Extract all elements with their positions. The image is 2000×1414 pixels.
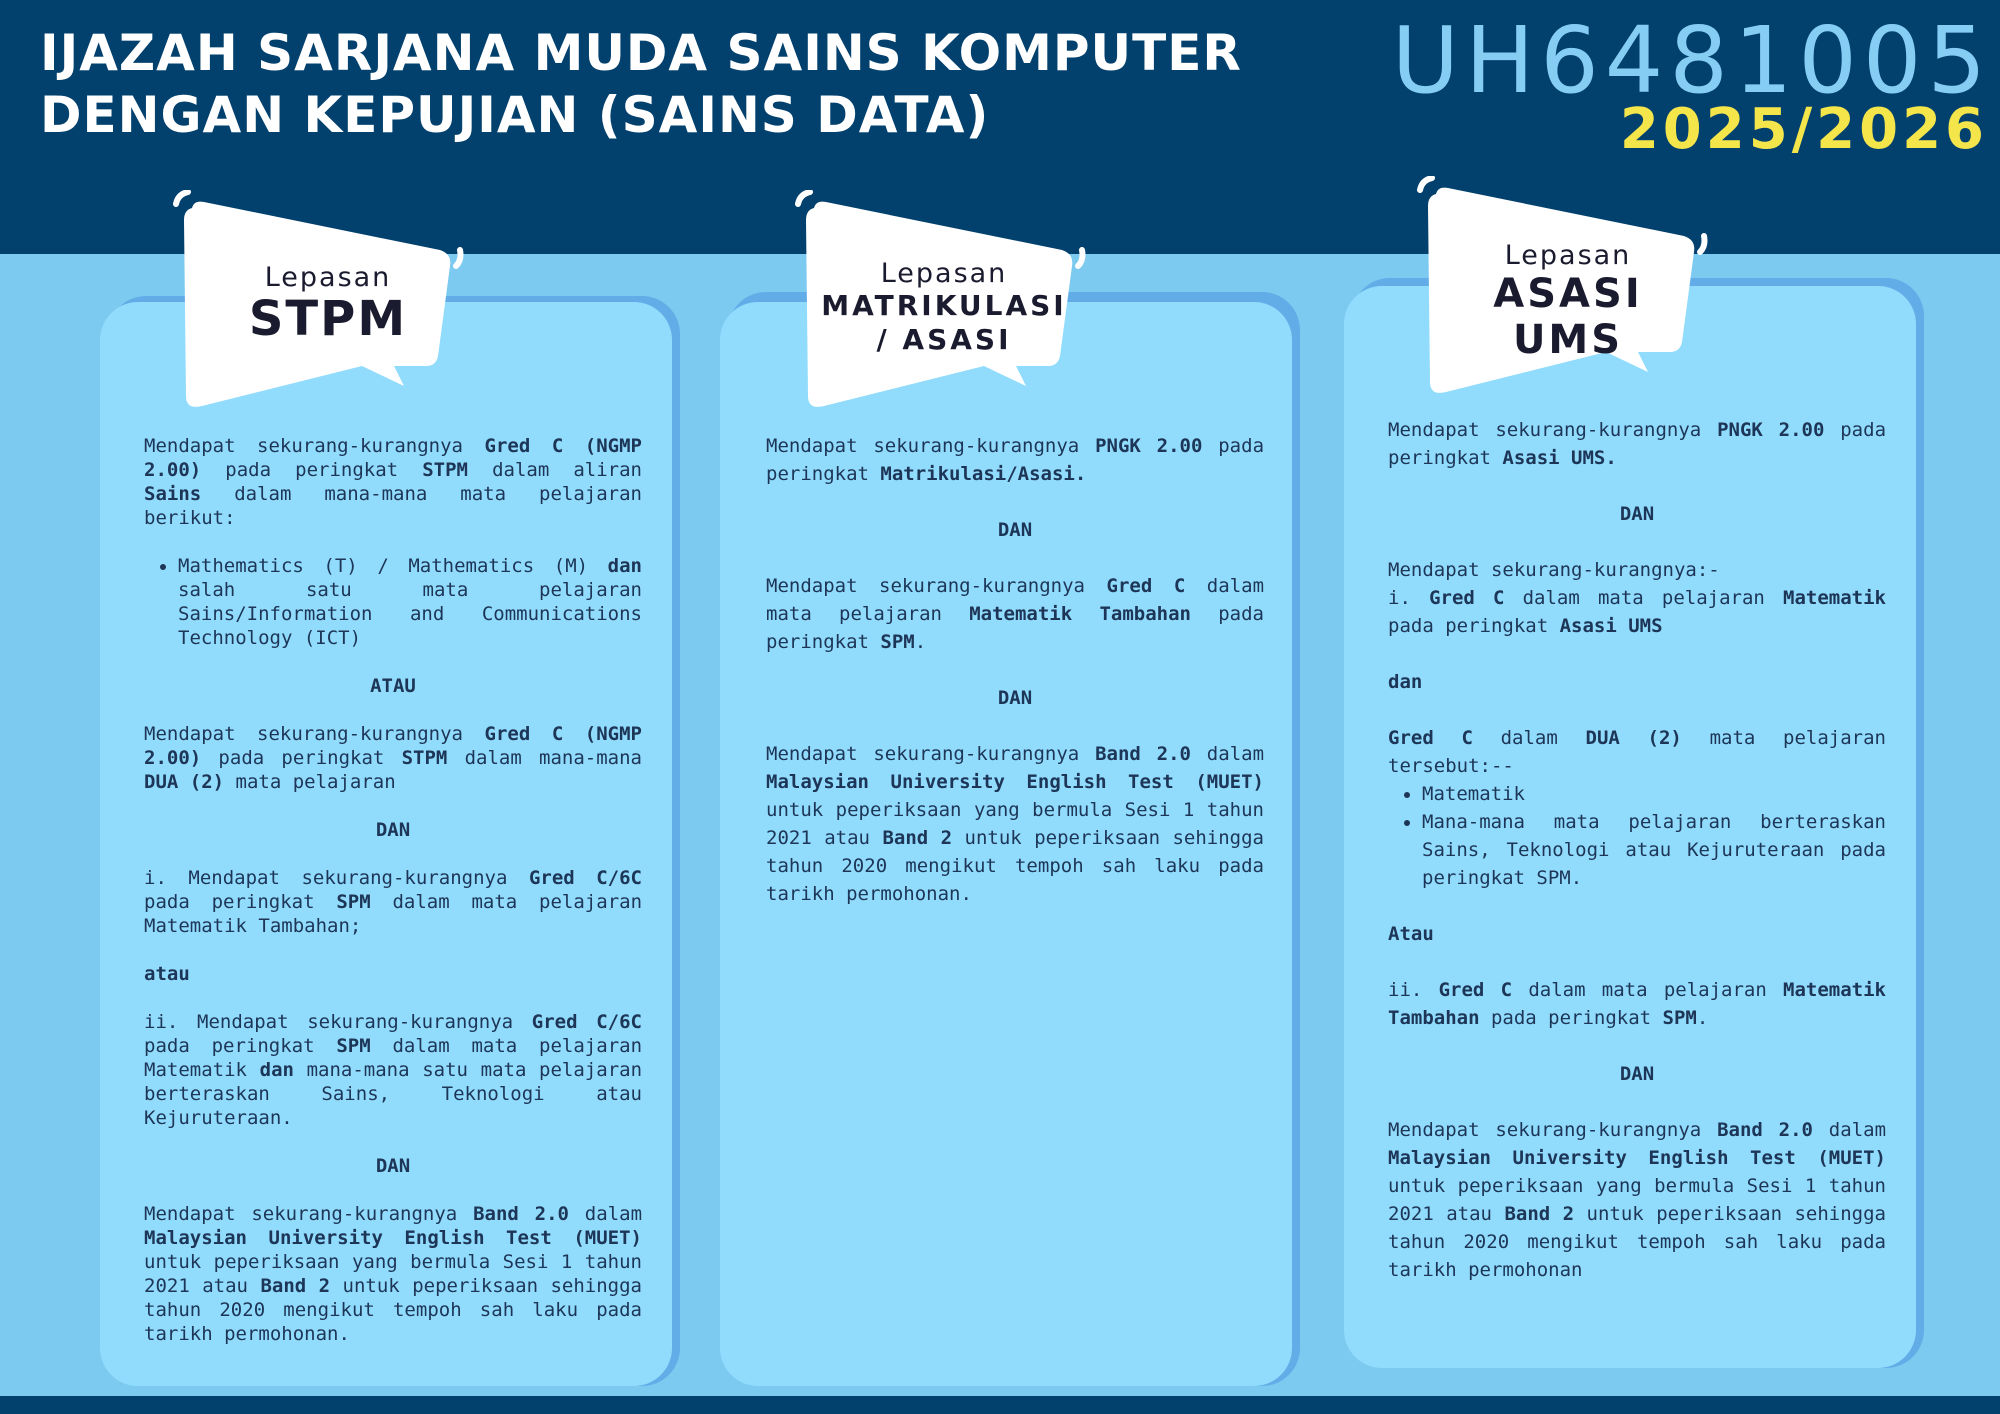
text-bold: SPM: [336, 891, 371, 913]
matrik-requirements: [766, 432, 1264, 908]
text: pada peringkat: [144, 891, 337, 913]
text: Mendapat sekurang-kurangnya: [1388, 1119, 1718, 1141]
text: dalam aliran: [467, 459, 642, 481]
stpm-paragraph-2: [144, 722, 642, 794]
text-bold: Band 2: [882, 827, 953, 849]
text: dalam mata pelajaran: [1504, 587, 1784, 609]
text: pada peringkat: [201, 459, 423, 481]
bubble-matrik: [794, 190, 1104, 410]
text: pada peringkat: [1388, 615, 1560, 637]
text: untuk peperiksaan sehingga tahun 2020 mengikut tempoh sah laku pada tarikh permohonan.: [766, 827, 1265, 905]
text: untuk peperiksaan yang bermula Sesi 1 tahun 2021 atau: [144, 1251, 642, 1297]
text: dalam mata pelajaran Matematik Tambahan;: [144, 891, 643, 937]
text-bold: Band 2.0: [473, 1203, 569, 1225]
text-bold: STPM: [422, 459, 468, 481]
text: pada peringkat: [144, 1035, 337, 1057]
text: untuk peperiksaan yang bermula Sesi 1 tahun 2021 atau: [1388, 1175, 1886, 1225]
asasi-paragraph-4: [1388, 976, 1886, 1032]
asasi-paragraph-2: [1388, 584, 1886, 640]
text-bold: Gred C (NGMP 2.00): [144, 435, 642, 481]
list-item: • Mana-mana mata pelajaran berteraskan Sains, Teknologi atau Kejuruteraan pada peringkat SPM.: [1422, 808, 1886, 892]
programme-code: UH6481005: [1391, 7, 1992, 114]
text-bold: DUA (2): [1585, 727, 1682, 749]
text-bold: dan: [607, 555, 642, 577]
asasi-and-2: DAN: [1619, 1063, 1655, 1085]
text: dalam mata pelajaran Matematik: [144, 1035, 643, 1081]
academic-year: 2025/2026: [1619, 97, 1988, 162]
text-bold: PNGK 2.00: [1717, 419, 1825, 441]
text: salah satu mata pelajaran Sains/Information and Communications Technology (ICT): [178, 579, 642, 649]
text: mana-mana satu mata pelajaran berteraskan Sains, Teknologi atau Kejuruteraan.: [144, 1059, 643, 1129]
text: dalam mana-mana mata pelajaran berikut:: [144, 483, 642, 529]
matrik-and-1: DAN: [997, 519, 1033, 541]
text: Mendapat sekurang-kurangnya: [144, 723, 485, 745]
text-bold: Band 2.0: [1095, 743, 1191, 765]
list-item: • Matematik: [1422, 780, 1886, 808]
text: pada peringkat: [201, 747, 402, 769]
text: pada peringkat: [766, 603, 1264, 653]
text-bold: Gred C: [1429, 587, 1505, 609]
programme-title: [40, 22, 1242, 146]
bubble-matrik-line2: / ASASI: [876, 323, 1012, 356]
stpm-and-1: DAN: [375, 819, 411, 841]
text-bold: Malaysian University English Test (MUET): [1388, 1147, 1886, 1169]
stpm-paragraph-1: [144, 434, 642, 530]
stpm-requirements: [144, 434, 642, 1346]
stpm-or-1: ATAU: [370, 675, 416, 697]
asasi-and-lower: dan: [1388, 671, 1423, 693]
stpm-subject-list: [144, 554, 642, 650]
text-bold: Gred C: [1106, 575, 1186, 597]
text-bold: Band 2: [1504, 1203, 1575, 1225]
stpm-paragraph-3: [144, 866, 642, 938]
bubble-asasi-line2: UMS: [1512, 317, 1624, 363]
bubble-asasi-line1: ASASI: [1493, 271, 1643, 317]
text: untuk peperiksaan sehingga tahun 2020 mengikut tempoh sah laku pada tarikh permohonan.: [144, 1275, 643, 1345]
text: pada peringkat: [766, 435, 1265, 485]
text: Mendapat sekurang-kurangnya: [144, 1203, 474, 1225]
text-bold: PNGK 2.00: [1095, 435, 1203, 457]
text: mata pelajaran: [224, 771, 396, 793]
text: dalam: [1812, 1119, 1887, 1141]
text-bold: Asasi UMS.: [1502, 447, 1617, 469]
programme-title-line1: IJAZAH SARJANA MUDA SAINS KOMPUTER: [40, 24, 1242, 82]
stpm-or-2: atau: [144, 963, 190, 985]
text: dalam: [1190, 743, 1265, 765]
stpm-and-2: DAN: [375, 1155, 411, 1177]
text: ii. Mendapat sekurang-kurangnya: [144, 1011, 532, 1033]
text-bold: Band 2: [260, 1275, 331, 1297]
bubble-matrik-small: Lepasan: [880, 258, 1008, 289]
bubble-stpm: [172, 190, 482, 410]
text-bold: Band 2.0: [1717, 1119, 1813, 1141]
bubble-asasi: [1416, 176, 1726, 396]
text: i. Mendapat sekurang-kurangnya: [144, 867, 529, 889]
text-bold: Matematik Tambahan: [1388, 979, 1886, 1029]
stpm-paragraph-4: [144, 1010, 642, 1130]
stpm-paragraph-5: [144, 1202, 642, 1346]
matrik-and-2: DAN: [997, 687, 1033, 709]
text-bold: SPM: [1662, 1007, 1697, 1029]
asasi-paragraph-5: [1388, 1116, 1886, 1284]
text: .: [914, 631, 927, 653]
asasi-paragraph-3: [1388, 724, 1886, 780]
asasi-requirements: [1388, 416, 1886, 1284]
text-bold: Gred C (NGMP 2.00): [144, 723, 642, 769]
text-bold: Gred C: [1438, 979, 1513, 1001]
text: Mendapat sekurang-kurangnya: [766, 743, 1096, 765]
text: dalam mata pelajaran: [1512, 979, 1784, 1001]
asasi-or: Atau: [1388, 923, 1434, 945]
text-bold: Malaysian University English Test (MUET): [144, 1227, 642, 1249]
text-bold: Matrikulasi/Asasi.: [880, 463, 1087, 485]
text: dalam: [1472, 727, 1586, 749]
bubble-matrik-line1: MATRIKULASI: [821, 289, 1067, 322]
text: mata pelajaran tersebut:--: [1388, 727, 1886, 777]
bubble-asasi-small: Lepasan: [1504, 240, 1632, 271]
text: untuk peperiksaan yang bermula Sesi 1 tahun 2021 atau: [766, 799, 1264, 849]
text: pada peringkat: [1479, 1007, 1663, 1029]
asasi-and-1: DAN: [1619, 503, 1655, 525]
text: Mendapat sekurang-kurangnya: [766, 575, 1107, 597]
text: .: [1696, 1007, 1709, 1029]
asasi-subject-list: [1388, 780, 1886, 892]
text: dalam mana-mana: [447, 747, 642, 769]
list-item: [178, 554, 642, 650]
text: untuk peperiksaan sehingga tahun 2020 mengikut tempoh sah laku pada tarikh permohonan: [1388, 1203, 1887, 1281]
bubble-stpm-small: Lepasan: [264, 262, 392, 293]
text: pada peringkat: [1388, 419, 1887, 469]
text-bold: Asasi UMS: [1559, 615, 1663, 637]
text-bold: STPM: [401, 747, 448, 769]
text: i.: [1388, 587, 1430, 609]
matrik-paragraph-2: [766, 572, 1264, 656]
text-bold: SPM: [880, 631, 915, 653]
text-bold: Gred C/6C: [528, 867, 642, 889]
text-bold: Sains: [144, 483, 202, 505]
text: dalam: [568, 1203, 643, 1225]
text-bold: DUA (2): [144, 771, 225, 793]
text: Mathematics (T) / Mathematics (M): [178, 555, 608, 577]
matrik-paragraph-1: [766, 432, 1264, 488]
programme-title-line2: DENGAN KEPUJIAN (SAINS DATA): [40, 86, 990, 144]
text: Mendapat sekurang-kurangnya: [1388, 419, 1718, 441]
asasi-paragraph-1: [1388, 416, 1886, 472]
text: Mendapat sekurang-kurangnya: [144, 435, 485, 457]
text: ii.: [1388, 979, 1439, 1001]
text: Mendapat sekurang-kurangnya: [766, 435, 1096, 457]
text-bold: Gred C: [1388, 727, 1473, 749]
text: dalam mata pelajaran: [766, 575, 1265, 625]
text-bold: dan: [259, 1059, 294, 1081]
asasi-paragraph-2-intro: Mendapat sekurang-kurangnya:-: [1388, 559, 1720, 581]
footer-bar: [0, 1396, 2000, 1414]
text-bold: Malaysian University English Test (MUET): [766, 771, 1264, 793]
bubble-stpm-big: STPM: [248, 291, 408, 347]
text-bold: Matematik Tambahan: [969, 603, 1191, 625]
matrik-paragraph-3: [766, 740, 1264, 908]
text-bold: Gred C/6C: [531, 1011, 642, 1033]
text-bold: Matematik: [1783, 587, 1886, 609]
text-bold: SPM: [336, 1035, 371, 1057]
